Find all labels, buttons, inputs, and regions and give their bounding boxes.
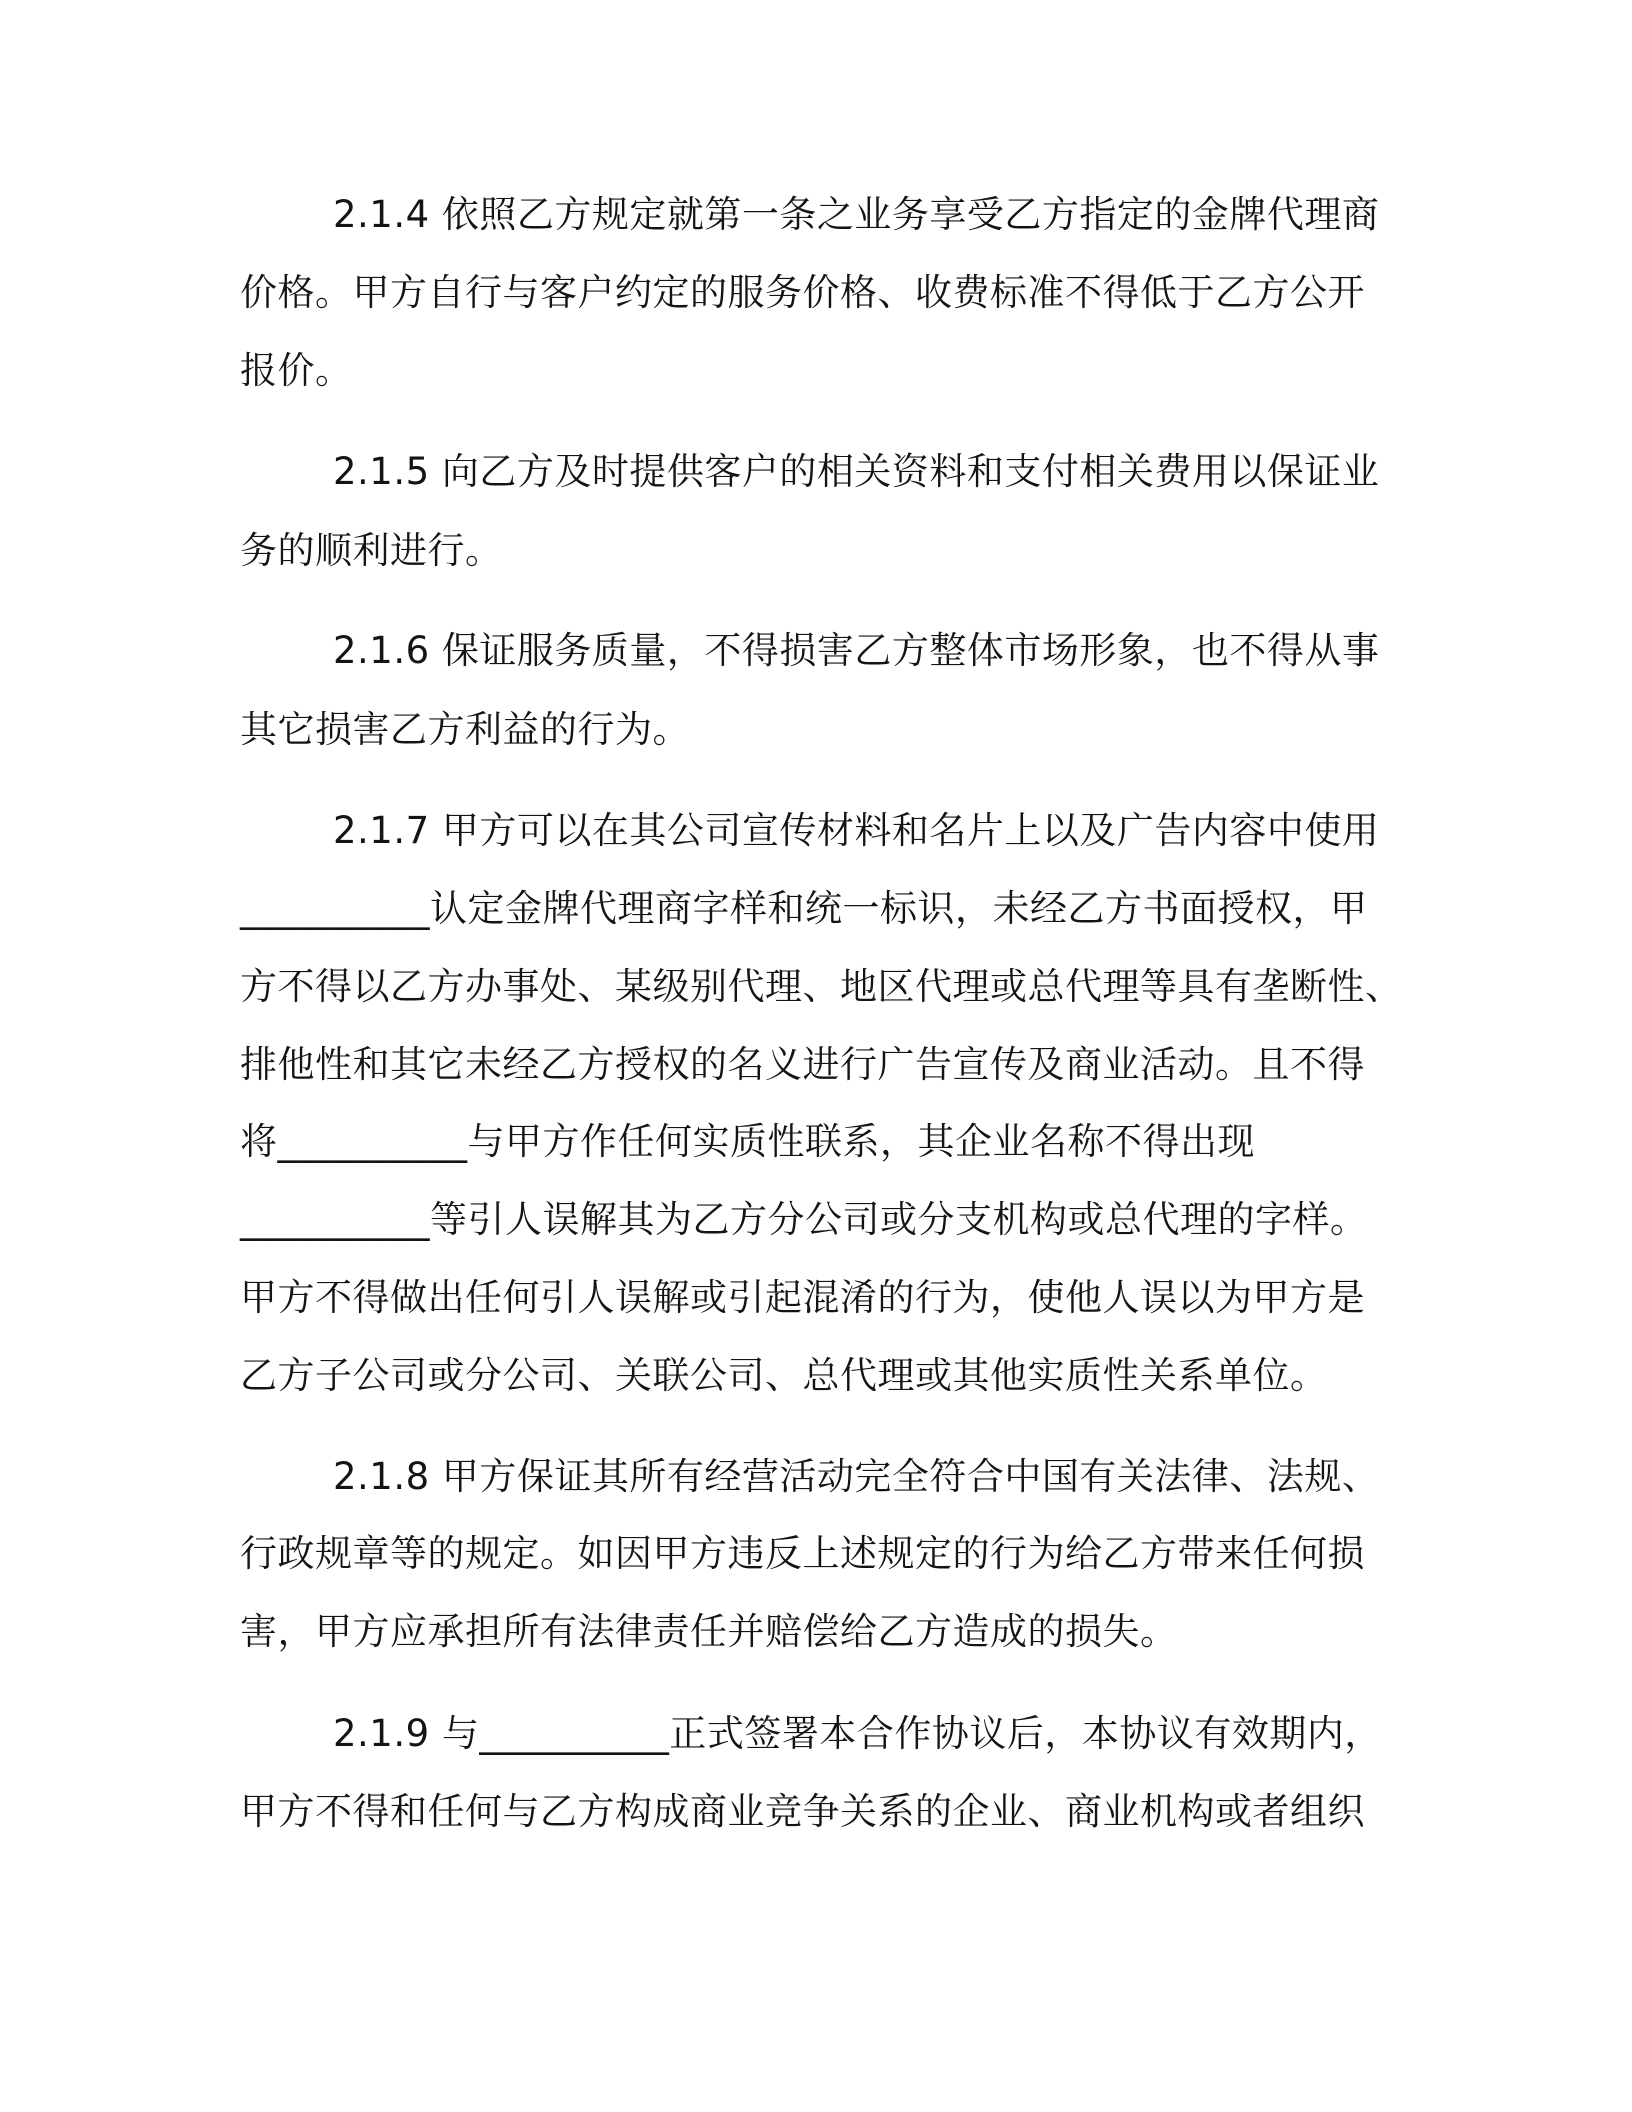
paragraph-2-1-7-line-5: 将__________与甲方作任何实质性联系，其企业名称不得出现: [240, 1120, 1255, 1163]
paragraph-2-1-7-line-3: 方不得以乙方办事处、某级别代理、地区代理或总代理等具有垄断性、: [240, 965, 1403, 1008]
paragraph-2-1-8-line-3: 害，甲方应承担所有法律责任并赔偿给乙方造成的损失。: [240, 1610, 1178, 1653]
paragraph-2-1-4-line-2: 价格。甲方自行与客户约定的服务价格、收费标准不得低于乙方公开: [240, 271, 1365, 314]
paragraph-2-1-5-line-1: 2.1.5 向乙方及时提供客户的相关资料和支付相关费用以保证业: [333, 450, 1380, 493]
paragraph-2-1-8-line-2: 行政规章等的规定。如因甲方违反上述规定的行为给乙方带来任何损: [240, 1532, 1365, 1575]
paragraph-2-1-7-line-7: 甲方不得做出任何引人误解或引起混淆的行为，使他人误以为甲方是: [240, 1276, 1365, 1319]
paragraph-2-1-5-line-2: 务的顺利进行。: [240, 529, 503, 572]
paragraph-2-1-9-line-1: 2.1.9 与__________正式签署本合作协议后，本协议有效期内，: [333, 1712, 1382, 1755]
paragraph-2-1-6-line-2: 其它损害乙方利益的行为。: [240, 708, 690, 751]
paragraph-2-1-7-line-2: __________认定金牌代理商字样和统一标识，未经乙方书面授权，甲: [240, 887, 1368, 930]
paragraph-2-1-4-line-3: 报价。: [240, 349, 353, 392]
paragraph-2-1-8-line-1: 2.1.8 甲方保证其所有经营活动完全符合中国有关法律、法规、: [333, 1455, 1380, 1498]
paragraph-2-1-6-line-1: 2.1.6 保证服务质量，不得损害乙方整体市场形象，也不得从事: [333, 629, 1380, 672]
paragraph-2-1-7-line-1: 2.1.7 甲方可以在其公司宣传材料和名片上以及广告内容中使用: [333, 809, 1380, 852]
paragraph-2-1-7-line-8: 乙方子公司或分公司、关联公司、总代理或其他实质性关系单位。: [240, 1354, 1328, 1397]
paragraph-2-1-4-line-1: 2.1.4 依照乙方规定就第一条之业务享受乙方指定的金牌代理商: [333, 193, 1380, 236]
paragraph-2-1-7-line-4: 排他性和其它未经乙方授权的名义进行广告宣传及商业活动。且不得: [240, 1043, 1365, 1086]
paragraph-2-1-9-line-2: 甲方不得和任何与乙方构成商业竞争关系的企业、商业机构或者组织: [240, 1790, 1365, 1833]
paragraph-2-1-7-line-6: __________等引人误解其为乙方分公司或分支机构或总代理的字样。: [240, 1198, 1368, 1241]
